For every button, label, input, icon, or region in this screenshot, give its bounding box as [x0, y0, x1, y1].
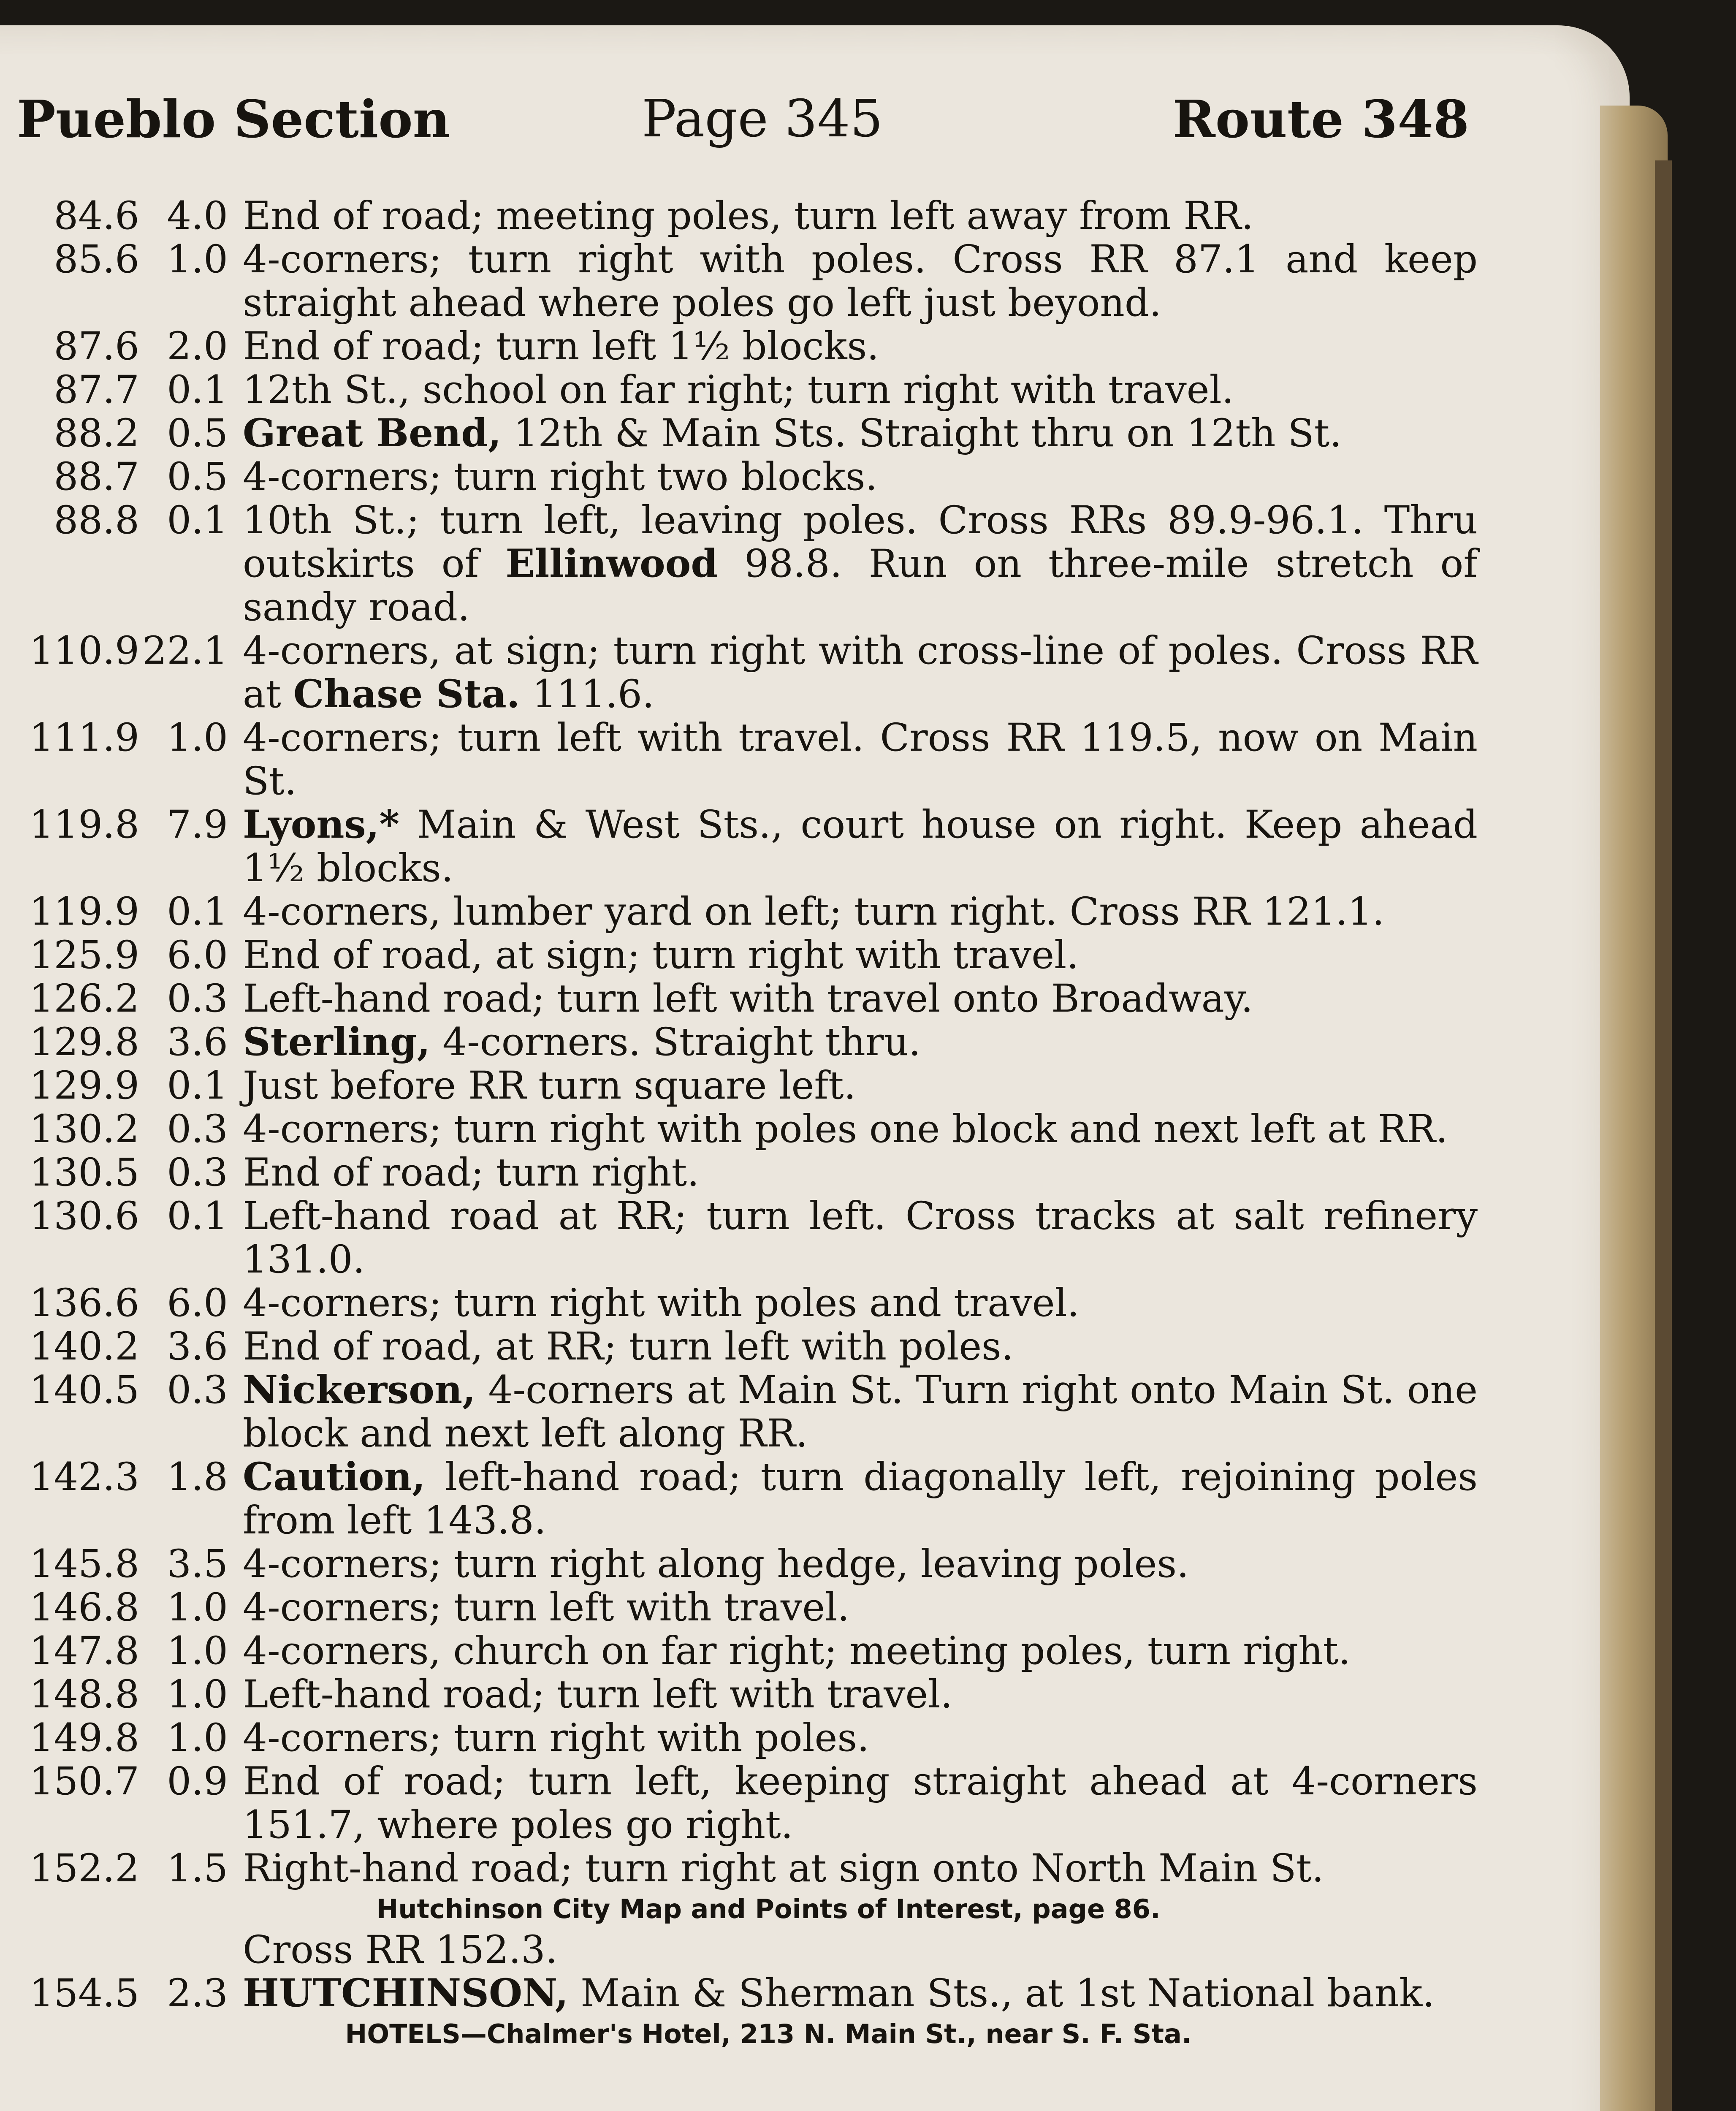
entry-text: End of road, at sign; turn right with travel.: [243, 933, 1079, 977]
entry-total: 88.7: [54, 455, 139, 499]
entry-row: [0, 1586, 1478, 1629]
entry-total: 148.8: [29, 1672, 139, 1717]
entry-distance: 3.5: [167, 1542, 228, 1586]
entry-text: HUTCHINSON, Main & Sherman Sts., at 1st National bank.: [243, 1971, 1435, 2016]
entry-total: 126.2: [29, 977, 139, 1021]
entry-distance: 1.0: [167, 716, 228, 760]
entry-total: 111.9: [29, 716, 139, 760]
entry-row: [0, 1151, 1478, 1194]
entry-row: [0, 933, 1478, 977]
entry-distance: 2.0: [167, 324, 228, 369]
entry-total: 125.9: [29, 933, 139, 977]
entry-distance: 0.3: [167, 977, 228, 1021]
entry-text: 4-corners, lumber yard on left; turn right. Cross RR 121.1.: [243, 890, 1385, 934]
entry-distance: 0.1: [167, 1194, 228, 1238]
section-title: Pueblo Section: [17, 89, 450, 149]
entry-text: 4-corners; turn right with poles.: [243, 1716, 870, 1760]
entry-text: End of road; turn right.: [243, 1150, 700, 1195]
entry-row: [0, 325, 1478, 368]
entry-distance: 0.1: [167, 1064, 228, 1108]
running-header: [8, 89, 1469, 152]
entry-total: 152.2: [29, 1846, 139, 1891]
entry-text: Right-hand road; turn right at sign onto North Main St.: [243, 1846, 1324, 1891]
entry-distance: 0.1: [167, 890, 228, 934]
entry-row: [0, 1194, 1478, 1281]
entry-text: 4-corners; turn right with poles. Cross RR 87.1 and keep straight ahead where poles go left just beyond.: [243, 237, 1478, 325]
entry-text: 4-corners; turn left with travel.: [243, 1585, 850, 1630]
entry-row: [0, 238, 1478, 325]
entry-row: [0, 1064, 1478, 1107]
entry-row: [0, 368, 1478, 412]
entry-total: 130.5: [29, 1150, 139, 1195]
entry-total: 119.9: [29, 890, 139, 934]
entry-row: [0, 629, 1478, 716]
entry-distance: 0.9: [167, 1759, 228, 1804]
entry-text: Sterling, 4-corners. Straight thru.: [243, 1020, 921, 1064]
entry-total: 85.6: [54, 237, 139, 282]
entry-total: 130.6: [29, 1194, 139, 1238]
entry-distance: 0.3: [167, 1368, 228, 1412]
entry-total: 140.5: [29, 1368, 139, 1412]
entry-row: [0, 1020, 1478, 1064]
entry-text: 10th St.; turn left, leaving poles. Cross RRs 89.9-96.1. Thru outskirts of Ellinwood 98.8. Run on three-mile stretch of sandy road.: [243, 498, 1478, 630]
page-edge-shadow: [1655, 160, 1672, 2111]
entry-row: [0, 1629, 1478, 1673]
entry-distance: 0.3: [167, 1107, 228, 1151]
entry-text: 4-corners, church on far right; meeting poles, turn right.: [243, 1629, 1351, 1673]
route-number: Route 348: [1172, 89, 1469, 149]
entry-text: Left-hand road; turn left with travel.: [243, 1672, 953, 1717]
entry-row: [0, 1542, 1478, 1586]
entry-row: [0, 1455, 1478, 1542]
hotels-note: HOTELS—Chalmer's Hotel, 213 N. Main St., near S. F. Sta.: [345, 2019, 1192, 2049]
entry-total: 136.6: [29, 1281, 139, 1325]
entry-distance: 0.5: [167, 455, 228, 499]
entry-text: 4-corners; turn right two blocks.: [243, 455, 878, 499]
city-map-note: Hutchinson City Map and Points of Interest, page 86.: [376, 1894, 1161, 1924]
entry-total: 84.6: [54, 194, 139, 238]
entry-row: [0, 716, 1478, 803]
entry-row: [0, 890, 1478, 933]
entry-text: Caution, left-hand road; turn diagonally left, rejoining poles from left 143.8.: [243, 1454, 1478, 1543]
entry-row: [0, 499, 1478, 629]
entry-distance: 3.6: [167, 1020, 228, 1064]
entry-text: End of road; meeting poles, turn left away from RR.: [243, 194, 1254, 238]
entry-row: [0, 1716, 1478, 1760]
entry-total: 150.7: [29, 1759, 139, 1804]
entry-distance: 1.0: [167, 1716, 228, 1760]
entry-text: 4-corners; turn right along hedge, leaving poles.: [243, 1542, 1189, 1586]
entry-distance: 3.6: [167, 1324, 228, 1369]
entry-total: 88.8: [54, 498, 139, 543]
entry-row: [0, 455, 1478, 499]
entry-total: 145.8: [29, 1542, 139, 1586]
entry-distance: 1.5: [167, 1846, 228, 1891]
entry-total: 154.5: [29, 1971, 139, 2016]
entry-total: 110.9: [29, 629, 139, 673]
entry-total: 129.8: [29, 1020, 139, 1064]
route-entries: [0, 194, 1478, 2053]
entry-total: 88.2: [54, 411, 139, 456]
entry-row-final: [0, 1972, 1478, 2015]
entry-total: 147.8: [29, 1629, 139, 1673]
entry-row: [0, 1368, 1478, 1455]
entry-text: 4-corners, at sign; turn right with cross-line of poles. Cross RR at Chase Sta. 111.6.: [243, 629, 1478, 716]
entry-row: [0, 1281, 1478, 1325]
entry-text: Great Bend, 12th & Main Sts. Straight thru on 12th St.: [243, 411, 1342, 456]
entry-text: Left-hand road at RR; turn left. Cross tracks at salt refinery 131.0.: [243, 1194, 1478, 1282]
cross-rr-note: Cross RR 152.3.: [243, 1928, 558, 1972]
entry-text: Nickerson, 4-corners at Main St. Turn right onto Main St. one block and next left along RR.: [243, 1368, 1478, 1456]
page-number: Page 345: [642, 89, 883, 149]
entry-text: Left-hand road; turn left with travel onto Broadway.: [243, 977, 1253, 1021]
entry-total: 142.3: [29, 1455, 139, 1499]
entry-text: Lyons,* Main & West Sts., court house on right. Keep ahead 1½ blocks.: [243, 802, 1478, 890]
entry-row: [0, 1673, 1478, 1716]
entry-row: [0, 1760, 1478, 1847]
entry-distance: 0.3: [167, 1150, 228, 1195]
entry-distance: 1.0: [167, 237, 228, 282]
entry-text: End of road, at RR; turn left with poles.: [243, 1324, 1014, 1369]
entry-row: [0, 412, 1478, 455]
entry-text: 4-corners; turn right with poles one block and next left at RR.: [243, 1107, 1448, 1151]
entry-distance: 1.8: [167, 1455, 228, 1499]
entry-row: [0, 1325, 1478, 1368]
entry-distance: 0.1: [167, 498, 228, 543]
entry-total: 87.7: [54, 368, 139, 412]
entry-distance: 0.5: [167, 411, 228, 456]
entry-row: [0, 194, 1478, 238]
entry-distance: 7.9: [167, 803, 228, 847]
entry-text: End of road; turn left, keeping straight ahead at 4-corners 151.7, where poles go right.: [243, 1759, 1478, 1847]
entry-distance: 0.1: [167, 368, 228, 412]
entry-total: 87.6: [54, 324, 139, 369]
entry-total: 130.2: [29, 1107, 139, 1151]
entry-text: Just before RR turn square left.: [243, 1064, 856, 1108]
entry-text: End of road; turn left 1½ blocks.: [243, 324, 879, 369]
entry-total: 119.8: [29, 803, 139, 847]
entry-text: 4-corners; turn left with travel. Cross RR 119.5, now on Main St.: [243, 716, 1478, 803]
entry-total: 140.2: [29, 1324, 139, 1369]
entry-distance: 2.3: [167, 1971, 228, 2016]
entry-distance: 4.0: [167, 194, 228, 238]
entry-total: 146.8: [29, 1585, 139, 1630]
entry-text: 12th St., school on far right; turn right with travel.: [243, 368, 1234, 412]
entry-distance: 6.0: [167, 1281, 228, 1325]
entry-row: [0, 977, 1478, 1020]
entry-row: [0, 1107, 1478, 1151]
entry-distance: 22.1: [142, 629, 228, 673]
entry-distance: 1.0: [167, 1629, 228, 1673]
entry-row: [0, 803, 1478, 890]
entry-total: 149.8: [29, 1716, 139, 1760]
entry-total: 129.9: [29, 1064, 139, 1108]
entry-distance: 1.0: [167, 1585, 228, 1630]
entry-row: [0, 1847, 1478, 1890]
entry-text: 4-corners; turn right with poles and travel.: [243, 1281, 1080, 1325]
entry-distance: 1.0: [167, 1672, 228, 1717]
entry-distance: 6.0: [167, 933, 228, 977]
